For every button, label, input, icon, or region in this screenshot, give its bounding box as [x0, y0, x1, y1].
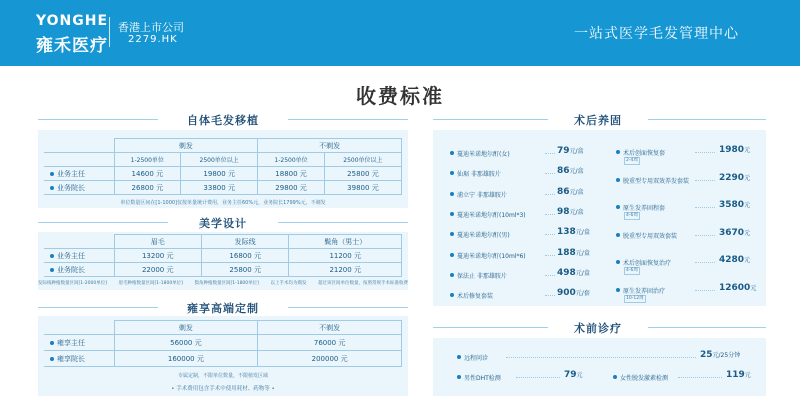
list-item: 蔓迪米诺地尔酊(10ml*6) 188元/盒	[447, 248, 607, 262]
list-item: 女性脱发激素检测 119元	[610, 370, 760, 384]
bullet-icon	[616, 260, 620, 264]
sub-header: 1-2500单位	[258, 153, 325, 167]
list-item: 保法止 非那雄胺片 498元/盒	[447, 268, 607, 282]
duration-badge: 10-12周	[626, 295, 644, 301]
bullet-icon	[616, 233, 620, 237]
section-line	[433, 327, 548, 328]
list-item: 原生发养固治疗 12600元 10-12周	[613, 283, 758, 297]
list-item: 术后创面恢复套 1980元 2-4周	[613, 145, 758, 159]
listed-company-text: 香港上市公司	[118, 21, 184, 34]
aesthetic-table	[44, 234, 402, 277]
bullet-icon	[457, 355, 461, 359]
header-divider	[109, 17, 110, 47]
transplant-note: 单位数量区间在[1-1000]仅按单量统计费用，业务主任60%元，业务院长1799%元，不剃发	[120, 200, 326, 206]
duration-badge: 4-6周	[626, 213, 638, 218]
bullet-icon	[450, 212, 454, 216]
table-row: 雍享主任 56000 元 76000 元	[44, 335, 402, 351]
col-shave: 剃发	[114, 139, 258, 153]
col-hairline: 发际线	[201, 235, 288, 249]
col-eyebrow: 眉毛	[114, 235, 201, 249]
list-item: 蔓迪米诺地尔酊(女) 79元/盒	[447, 146, 607, 160]
section-line	[38, 119, 158, 120]
list-item: 术后修复套装 900元/套	[447, 288, 607, 302]
bullet-icon	[616, 150, 620, 154]
aesthetic-notes: 发际线种植数量区间[1-2000单位] 眉毛种植数量区间[1-1800单位] 鬓角种植数量区间[1-1800单位] 以上手术均为剃发 超过该区间单位数量，按照常规手术标准收费	[38, 281, 408, 286]
bullet-icon	[450, 192, 454, 196]
section-title-transplant: 自体毛发移植	[187, 114, 259, 127]
section-line	[278, 222, 408, 223]
bullet-icon	[50, 357, 54, 361]
bullet-icon	[50, 172, 54, 176]
section-line	[648, 327, 766, 328]
sub-header: 2500单位以上	[324, 153, 401, 167]
section-title-preop: 术前诊疗	[574, 322, 622, 335]
table-row: 业务主任 13200 元 16800 元 11200 元	[44, 249, 402, 263]
list-item: 蔓迪米诺地尔酊(男) 138元/盒	[447, 227, 607, 241]
section-title-aesthetic: 美学设计	[199, 217, 247, 230]
section-title-premium: 雍享高端定制	[187, 302, 259, 315]
transplant-table	[44, 138, 402, 195]
bullet-icon	[457, 375, 461, 379]
col-noshave: 不剃发	[258, 321, 402, 335]
bullet-icon	[450, 151, 454, 155]
bullet-icon	[50, 268, 54, 272]
list-item: 脱重型专用双效养发套装 2290元	[613, 173, 758, 187]
bullet-icon	[450, 171, 454, 175]
bullet-icon	[450, 253, 454, 257]
header-bar	[0, 0, 800, 66]
bullet-icon	[450, 293, 454, 297]
duration-badge: 2-4周	[626, 158, 638, 163]
bullet-icon	[50, 341, 54, 345]
section-line	[38, 307, 158, 308]
sub-header: 1-2500单位	[114, 153, 181, 167]
premium-note: 专属定制，不限单位数量，不限植发区域	[177, 373, 268, 379]
list-item: 术后创面恢复治疗 4280元 4-6周	[613, 255, 758, 269]
section-title-postop: 术后养固	[574, 114, 622, 127]
page-title: 收费标准	[356, 84, 444, 108]
bullet-icon	[50, 186, 54, 190]
bullet-icon	[616, 288, 620, 292]
list-item: 浦立宁 非那雄胺片 86元/盒	[447, 187, 607, 201]
premium-table	[44, 320, 402, 367]
list-item: 蔓迪米诺地尔酊(10ml*3) 98元/盒	[447, 207, 607, 221]
premium-note-footer: • 手术费用包含手术中使用耗材、药物等 •	[171, 386, 275, 392]
stock-code: 2279.HK	[128, 34, 178, 45]
section-line	[648, 119, 766, 120]
header-slogan: 一站式医学毛发管理中心	[574, 26, 739, 42]
col-noshave: 不剃发	[258, 139, 402, 153]
bullet-icon	[613, 375, 617, 379]
col-shave: 剃发	[114, 321, 258, 335]
bullet-icon	[50, 254, 54, 258]
bullet-icon	[450, 273, 454, 277]
section-line	[288, 307, 408, 308]
brand-logo-cn: 雍禾医疗	[36, 36, 108, 56]
list-item: 仙琚 非那雄胺片 86元/盒	[447, 166, 607, 180]
section-line	[433, 119, 548, 120]
list-item: 原生发养固程套 3580元 4-6周	[613, 200, 758, 214]
table-row: 雍享院长 160000 元 200000 元	[44, 351, 402, 367]
list-item: 脱重型专用双效套装 3670元	[613, 228, 758, 242]
duration-badge: 4-6周	[626, 268, 638, 273]
col-sideburn: 鬓角（男士）	[289, 235, 402, 249]
table-row: 业务院长 26800 元 33800 元 29800 元 39800 元	[44, 181, 402, 195]
section-line	[38, 222, 168, 223]
bullet-icon	[450, 232, 454, 236]
brand-logo-en: YONGHE	[36, 13, 109, 29]
list-item: 男性DHT检测 79元	[454, 370, 599, 384]
preop-panel	[433, 338, 766, 396]
table-row: 业务院长 22000 元 25800 元 21200 元	[44, 263, 402, 277]
table-row: 业务主任 14600 元 19800 元 18800 元 25800 元	[44, 167, 402, 181]
section-line	[288, 119, 408, 120]
bullet-icon	[616, 205, 620, 209]
sub-header: 2500单位以上	[181, 153, 258, 167]
list-item: 远程问诊 25元/25分钟	[454, 350, 754, 364]
bullet-icon	[616, 178, 620, 182]
